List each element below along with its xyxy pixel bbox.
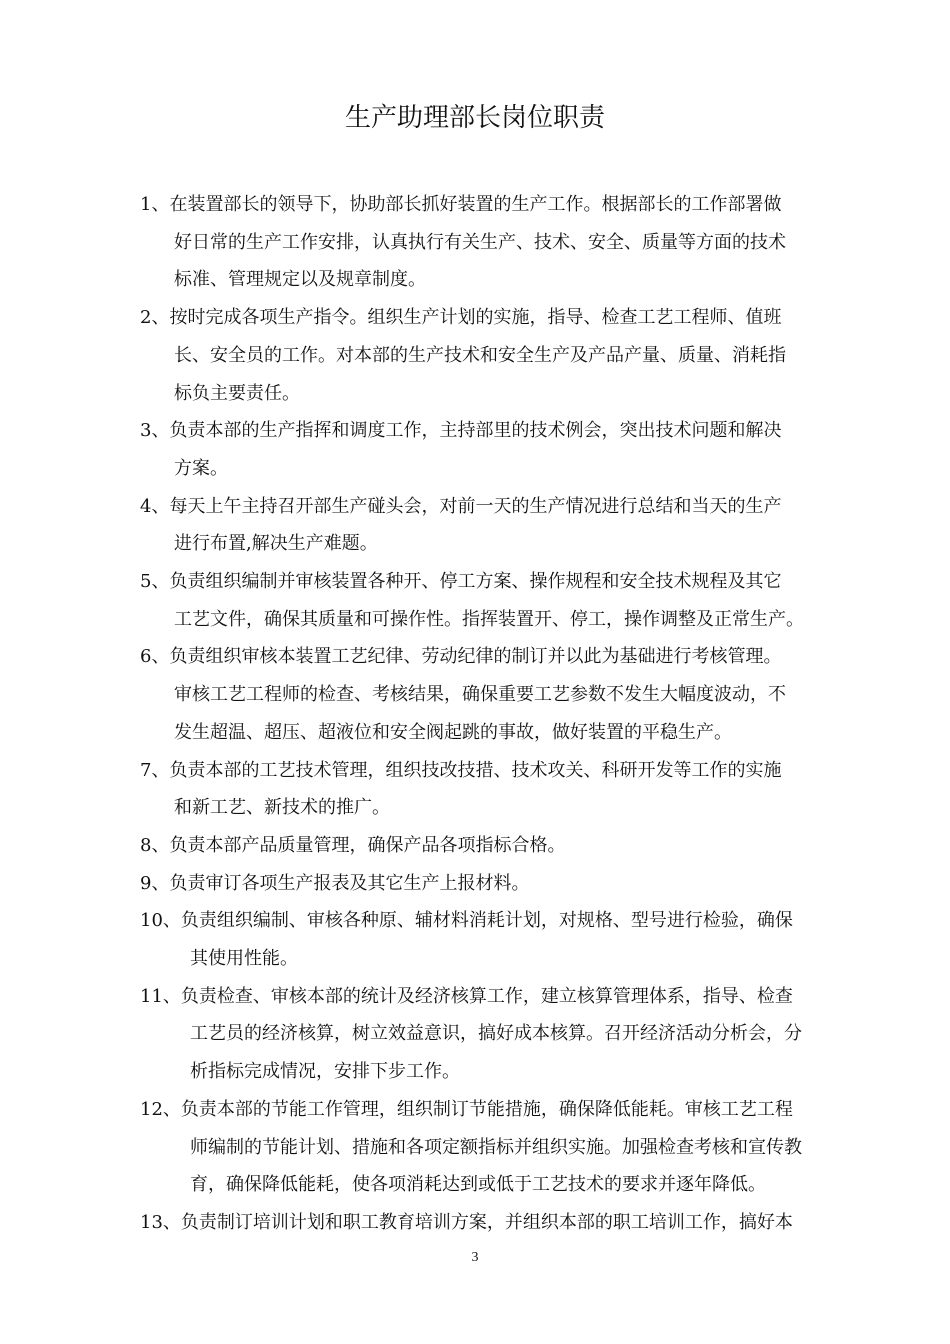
duty-item-first-line: 4、每天上午主持召开部生产碰头会，对前一天的生产情况进行总结和当天的生产 xyxy=(140,495,782,517)
duty-item-first-line: 3、负责本部的生产指挥和调度工作，主持部里的技术例会，突出技术问题和解决 xyxy=(140,420,782,442)
duty-item-first-line: 1、在装置部长的领导下，协助部长抓好装置的生产工作。根据部长的工作部署做 xyxy=(140,194,782,215)
duty-item-first-line: 9、负责审订各项生产报表及其它生产上报材料。 xyxy=(140,872,530,894)
duty-item-continuation: 工艺文件，确保其质量和可操作性。指挥装置开、停工，操作调整及正常生产。 xyxy=(174,608,804,630)
page-number: 3 xyxy=(471,1250,479,1265)
duty-item-continuation: 育，确保降低能耗，使各项消耗达到或低于工艺技术的要求并逐年降低。 xyxy=(190,1174,766,1196)
duty-item-first-line: 2、按时完成各项生产指令。组织生产计划的实施，指导、检查工艺工程师、值班 xyxy=(140,307,782,329)
duty-item-first-line: 7、负责本部的工艺技术管理，组织技改技措、技术攻关、科研开发等工作的实施 xyxy=(140,759,782,781)
page-title: 生产助理部长岗位职责 xyxy=(344,103,605,133)
duty-item-continuation: 方案。 xyxy=(174,457,228,479)
duty-item-continuation: 长、安全员的工作。对本部的生产技术和安全生产及产品产量、质量、消耗指 xyxy=(174,344,786,366)
duty-item xyxy=(140,1091,845,1204)
duty-item-continuation: 发生超温、超压、超液位和安全阀起跳的事故，做好装置的平稳生产。 xyxy=(174,721,732,743)
duty-item-first-line: 12、负责本部的节能工作管理，组织制订节能措施，确保降低能耗。审核工艺工程 xyxy=(140,1098,793,1120)
duty-item xyxy=(140,563,845,638)
duty-item xyxy=(140,186,845,299)
duty-item xyxy=(140,299,845,412)
duty-item xyxy=(140,1204,845,1242)
duty-item-continuation: 和新工艺、新技术的推广。 xyxy=(174,797,390,819)
duty-item xyxy=(140,488,845,563)
duty-item-first-line: 13、负责制订培训计划和职工教育培训方案，并组织本部的职工培训工作，搞好本 xyxy=(140,1211,793,1233)
duty-item xyxy=(140,412,845,487)
duty-item-continuation: 析指标完成情况，安排下步工作。 xyxy=(190,1061,460,1083)
duty-item xyxy=(140,978,845,1091)
duty-item-continuation: 标准、管理规定以及规章制度。 xyxy=(174,269,426,291)
duty-item xyxy=(140,827,845,865)
duty-list xyxy=(140,186,845,1242)
duty-item xyxy=(140,638,845,751)
duty-item xyxy=(140,865,845,903)
duty-item-first-line: 5、负责组织编制并审核装置各种开、停工方案、操作规程和安全技术规程及其它 xyxy=(140,571,782,593)
duty-item-first-line: 8、负责本部产品质量管理，确保产品各项指标合格。 xyxy=(140,834,566,856)
duty-item-continuation: 师编制的节能计划、措施和各项定额指标并组织实施。加强检查考核和宣传教 xyxy=(190,1136,802,1158)
duty-item-first-line: 11、负责检查、审核本部的统计及经济核算工作，建立核算管理体系，指导、检查 xyxy=(140,985,793,1007)
duty-item-first-line: 10、负责组织编制、审核各种原、辅材料消耗计划，对规格、型号进行检验，确保 xyxy=(140,910,793,932)
duty-item-continuation: 好日常的生产工作安排，认真执行有关生产、技术、安全、质量等方面的技术 xyxy=(174,231,786,253)
duty-item-continuation: 审核工艺工程师的检查、考核结果，确保重要工艺参数不发生大幅度波动，不 xyxy=(174,684,786,706)
duty-item-continuation: 工艺员的经济核算，树立效益意识，搞好成本核算。召开经济活动分析会，分 xyxy=(190,1023,802,1045)
duty-item-continuation: 标负主要责任。 xyxy=(174,382,300,404)
duty-item xyxy=(140,752,845,827)
duty-item-continuation: 进行布置,解决生产难题。 xyxy=(174,533,378,555)
duty-item-first-line: 6、负责组织审核本装置工艺纪律、劳动纪律的制订并以此为基础进行考核管理。 xyxy=(140,646,782,668)
duty-item xyxy=(140,902,845,977)
duty-item-continuation: 其使用性能。 xyxy=(190,948,298,970)
